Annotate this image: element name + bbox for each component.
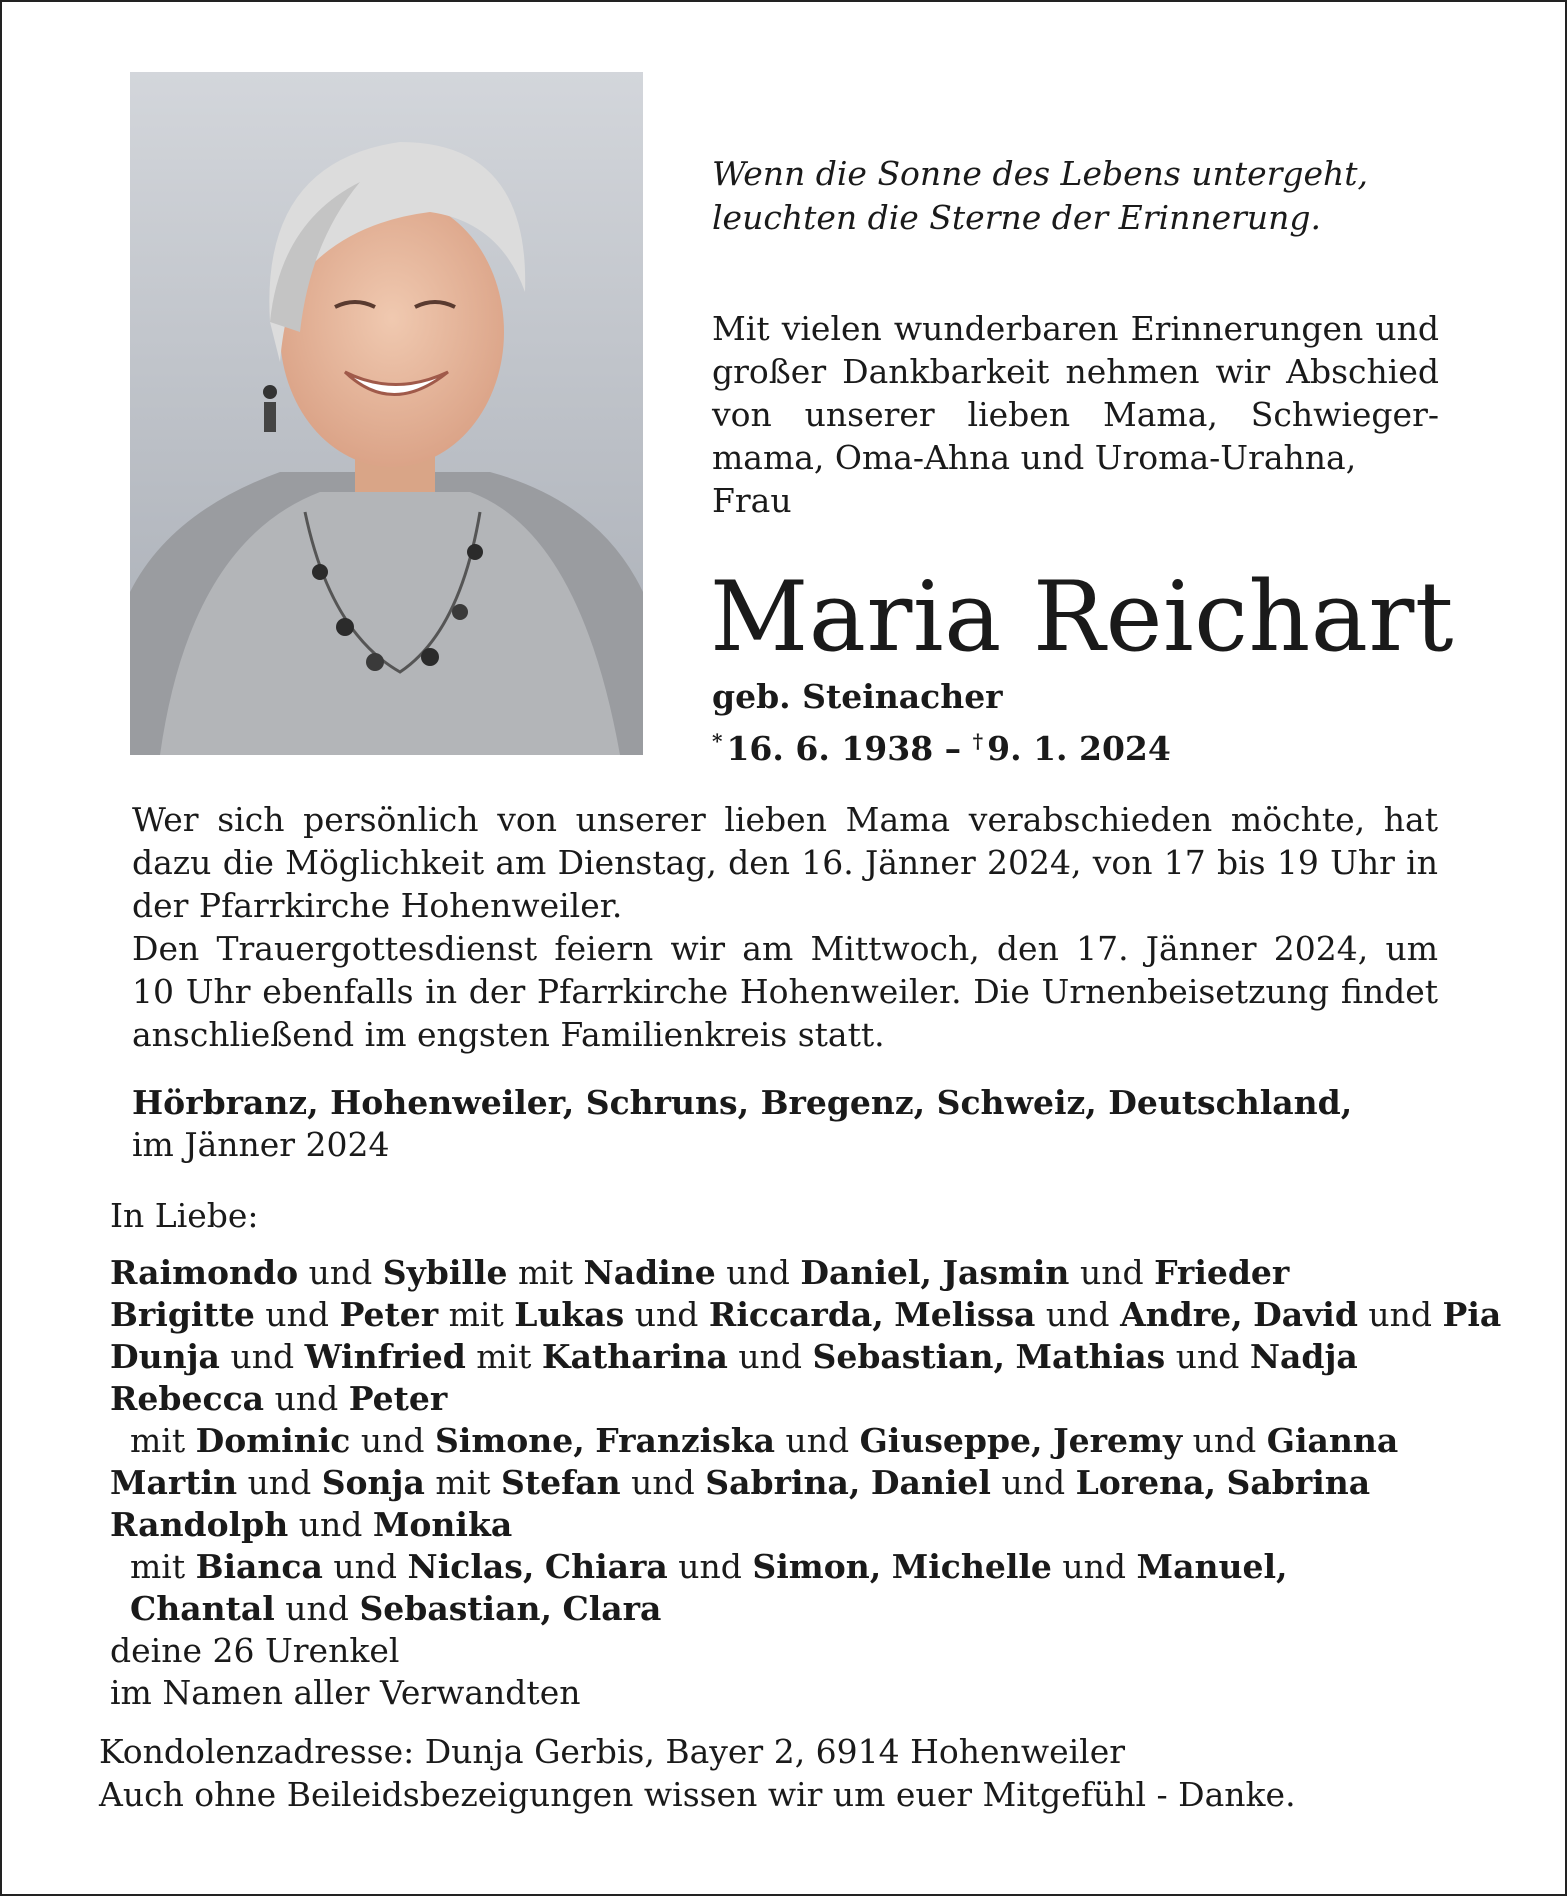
family-name: Lorena, <box>1075 1463 1217 1502</box>
family-name: Nadine <box>583 1253 716 1292</box>
family-line <box>110 1546 1470 1588</box>
family-name: Bianca <box>195 1547 323 1586</box>
places-block <box>132 1082 1352 1166</box>
deceased-name: Maria Reichart <box>710 561 1454 673</box>
family-name: Sonja <box>321 1463 425 1502</box>
connector: und <box>308 1253 373 1292</box>
family-name: Riccarda, <box>708 1295 884 1334</box>
family-name: Manuel, <box>1136 1547 1288 1586</box>
family-name: Chantal <box>130 1589 275 1628</box>
family-name: Niclas, <box>407 1547 535 1586</box>
great-grandchildren: deine 26 Urenkel <box>110 1631 400 1670</box>
connector: und <box>230 1337 295 1376</box>
family-name: Winfried <box>304 1337 466 1376</box>
portrait-image <box>130 72 643 755</box>
family-line <box>110 1336 1470 1378</box>
death-symbol: † <box>972 729 984 753</box>
connector: und <box>726 1253 790 1292</box>
connector: mit <box>130 1547 186 1586</box>
connector: und <box>265 1295 330 1334</box>
family-name: Monika <box>372 1505 513 1544</box>
family-name: Sebastian, <box>359 1589 552 1628</box>
footer <box>99 1730 1296 1816</box>
family-name: Clara <box>562 1589 662 1628</box>
connector: und <box>247 1463 312 1502</box>
family-line <box>110 1378 1470 1420</box>
birth-date: 16. 6. 1938 <box>726 729 934 768</box>
family-name: Randolph <box>110 1505 289 1544</box>
intro-paragraph: Mit vielen wunderbaren Erinnerungen und großer Dankbarkeit nehmen wir Abschied von unserer lieben Mama, Schwieger-mama, Oma-Ahna und Uroma-Urahna, <box>712 309 1439 477</box>
ceremony-line: 10 Uhr ebenfalls in der Pfarrkirche Hohenweiler. Die Urnenbeisetzung findet <box>132 972 1438 1011</box>
portrait-photo <box>130 72 643 755</box>
family-name: Frieder <box>1154 1253 1290 1292</box>
family-name: Raimondo <box>110 1253 299 1292</box>
family-name: Sebastian, <box>812 1337 1006 1376</box>
life-dates <box>712 719 1171 771</box>
connector: und <box>1062 1547 1127 1586</box>
family-line <box>110 1462 1470 1504</box>
connector: und <box>1079 1253 1144 1292</box>
ceremony-line: Wer sich persönlich von unserer lieben Mama verabschieden möchte, hat <box>132 800 1438 839</box>
relatives: im Namen aller Verwandten <box>110 1673 581 1712</box>
connector: mit <box>435 1463 491 1502</box>
family-line <box>110 1294 1502 1336</box>
family-name: Daniel, <box>800 1253 932 1292</box>
connector: und <box>1192 1421 1257 1460</box>
family-name: David <box>1253 1295 1358 1334</box>
intro-text <box>712 307 1439 522</box>
date-dash: – <box>944 729 962 768</box>
ceremony-info <box>132 798 1438 1056</box>
family-name: Dunja <box>110 1337 220 1376</box>
connector: und <box>678 1547 742 1586</box>
family-name: Jeremy <box>1053 1421 1183 1460</box>
family-name: Andre, <box>1120 1295 1243 1334</box>
connector: und <box>1045 1295 1110 1334</box>
family-name: Sabrina, <box>705 1463 861 1502</box>
family-name: Daniel <box>870 1463 991 1502</box>
quote <box>712 152 1432 240</box>
ceremony-line: der Pfarrkirche Hohenweiler. <box>132 886 623 925</box>
ceremony-line: Den Trauergottesdienst feiern wir am Mittwoch, den 17. Jänner 2024, um <box>132 929 1438 968</box>
connector: und <box>634 1295 699 1334</box>
death-date: 9. 1. 2024 <box>987 729 1171 768</box>
family-name: Giuseppe, <box>859 1421 1043 1460</box>
in-love-label: In Liebe: <box>110 1196 259 1235</box>
family-line <box>110 1420 1470 1462</box>
connector: mit <box>476 1337 532 1376</box>
family-line <box>110 1588 1470 1630</box>
family-name: Michelle <box>891 1547 1052 1586</box>
family-name: Martin <box>110 1463 238 1502</box>
connector: und <box>333 1547 398 1586</box>
connector: und <box>785 1421 850 1460</box>
family-name: Nadja <box>1249 1337 1358 1376</box>
closing-block <box>110 1630 580 1714</box>
connector: und <box>1001 1463 1066 1502</box>
connector: und <box>298 1505 363 1544</box>
connector: mit <box>130 1421 186 1460</box>
intro-last-word: Frau <box>712 481 792 520</box>
family-name: Katharina <box>541 1337 728 1376</box>
connector: und <box>1175 1337 1240 1376</box>
quote-line: Wenn die Sonne des Lebens untergeht, <box>712 154 1369 193</box>
connector: und <box>285 1589 349 1628</box>
family-name: Franziska <box>595 1421 775 1460</box>
family-name: Sybille <box>382 1253 508 1292</box>
ceremony-line: dazu die Möglichkeit am Dienstag, den 16. Jänner 2024, von 17 bis 19 Uhr in <box>132 843 1438 882</box>
family-name: Mathias <box>1015 1337 1166 1376</box>
family-line <box>110 1504 1470 1546</box>
connector: und <box>738 1337 803 1376</box>
connector: und <box>360 1421 425 1460</box>
family-name: Peter <box>348 1379 448 1418</box>
family-name: Stefan <box>501 1463 621 1502</box>
birth-name: geb. Steinacher <box>712 677 1003 716</box>
family-name: Simone, <box>434 1421 585 1460</box>
connector: und <box>1368 1295 1433 1334</box>
family-list <box>110 1252 1502 1630</box>
family-name: Rebecca <box>110 1379 265 1418</box>
family-line <box>110 1252 1470 1294</box>
family-name: Simon, <box>752 1547 882 1586</box>
condolence-address: Kondolenzadresse: Dunja Gerbis, Bayer 2, 6914 Hohenweiler <box>99 1732 1126 1771</box>
family-name: Brigitte <box>110 1295 255 1334</box>
family-name: Melissa <box>894 1295 1036 1334</box>
family-name: Dominic <box>195 1421 351 1460</box>
places-towns: Hörbranz, Hohenweiler, Schruns, Bregenz, Schweiz, Deutschland, <box>132 1083 1353 1122</box>
family-name: Lukas <box>514 1295 625 1334</box>
family-name: Pia <box>1442 1295 1502 1334</box>
connector: mit <box>448 1295 504 1334</box>
connector: und <box>274 1379 339 1418</box>
connector: und <box>631 1463 695 1502</box>
birth-symbol: * <box>712 729 723 753</box>
connector: mit <box>517 1253 574 1292</box>
family-name: Peter <box>339 1295 439 1334</box>
family-name: Chiara <box>544 1547 668 1586</box>
ceremony-line: anschließend im engsten Familienkreis statt. <box>132 1015 885 1054</box>
places-date: im Jänner 2024 <box>132 1125 390 1164</box>
family-name: Gianna <box>1266 1421 1399 1460</box>
family-name: Sabrina <box>1226 1463 1371 1502</box>
family-name: Jasmin <box>942 1253 1070 1292</box>
quote-line: leuchten die Sterne der Erinnerung. <box>712 198 1322 237</box>
thanks-note: Auch ohne Beileidsbezeigungen wissen wir um euer Mitgefühl - Danke. <box>99 1775 1296 1814</box>
